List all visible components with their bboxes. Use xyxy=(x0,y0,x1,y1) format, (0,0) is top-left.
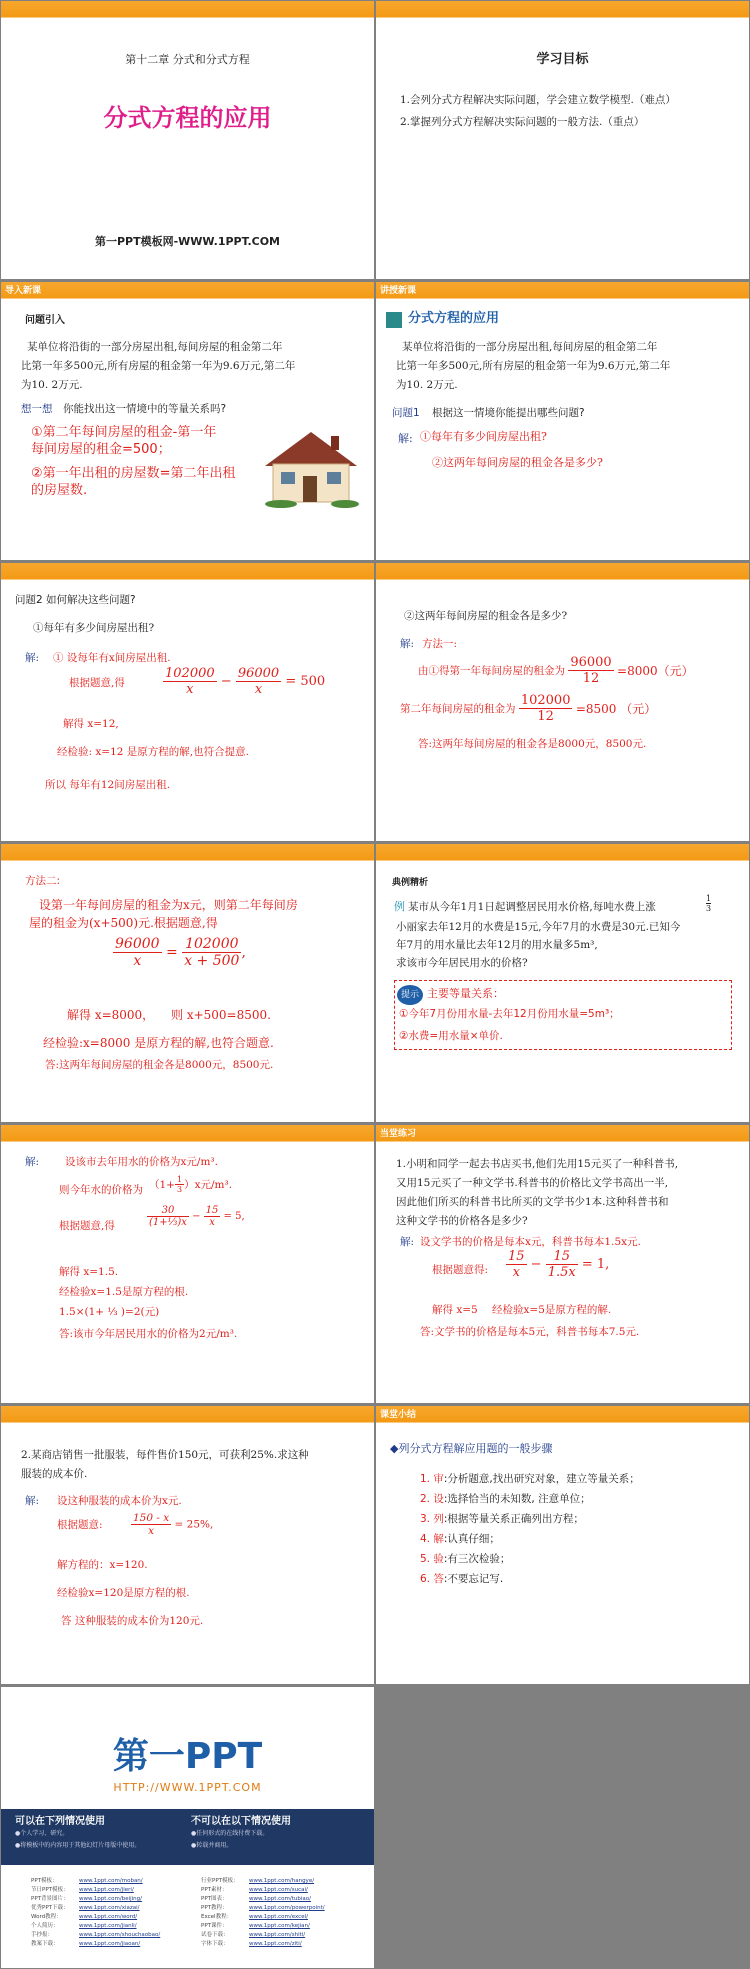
slide-intro xyxy=(1,282,374,560)
answer-2b: 的房屋数. xyxy=(31,483,88,498)
problem-line-4: 这种文学书的价格各是多少? xyxy=(396,1215,528,1227)
equation-rhs: = 25%, xyxy=(174,1518,214,1531)
line-check: 经检验x=120是原方程的根. xyxy=(57,1587,190,1599)
frac-num: 96000 xyxy=(570,655,612,670)
resource-link-row[interactable] xyxy=(31,1895,191,1904)
step-5 xyxy=(420,1550,510,1568)
slide-title xyxy=(1,1,374,279)
resource-link-row[interactable] xyxy=(201,1931,371,1940)
answer-2: ②第一年出租的房屋数=第二年出租 xyxy=(31,466,236,481)
link-url[interactable]: www.1ppt.com/beijing/ xyxy=(79,1896,143,1902)
frac-den: 12 xyxy=(537,709,554,724)
links-left xyxy=(31,1877,191,1949)
problem-line-2: 服装的成本价. xyxy=(21,1468,88,1480)
resource-link-row[interactable] xyxy=(31,1931,191,1940)
summary-heading: ◆列分式方程解应用题的一般步骤 xyxy=(390,1442,553,1455)
link-label: Word教程： xyxy=(31,1914,62,1920)
line-answer: 答 这种服装的成本价为120元. xyxy=(61,1615,204,1627)
links-right xyxy=(201,1877,371,1949)
method-2-label: 方法二: xyxy=(25,875,61,887)
problem-line-1: 某单位将沿街的一部分房屋出租,每间房屋的租金第二年 xyxy=(402,341,658,353)
line-answer: 答:该市今年居民用水的价格为2元/m³. xyxy=(59,1328,238,1340)
frac-num: 102000 xyxy=(182,936,241,953)
can-use-2: ●将模板中的内容用于其他幻灯片母版中使用。 xyxy=(15,1842,141,1849)
header-band xyxy=(1,563,374,579)
think-label: 想一想 xyxy=(21,403,53,415)
sub-question-1: ①每年有多少间房屋出租? xyxy=(420,430,547,443)
slide-summary xyxy=(376,1406,749,1684)
license-band xyxy=(1,1809,374,1865)
line-price: 则今年水的价格为 xyxy=(59,1184,143,1196)
link-url[interactable]: www.1ppt.com/ziti/ xyxy=(249,1941,302,1947)
frac-den: x xyxy=(254,682,263,697)
step-text: :根据等量关系正确列出方程； xyxy=(443,1513,584,1525)
link-label: 手抄报： xyxy=(31,1932,54,1938)
sub-question: ①每年有多少间房屋出租? xyxy=(33,622,155,634)
goal-1: 1.会列分式方程解决实际问题，学会建立数学模型.（难点） xyxy=(400,94,676,106)
line-according: 根据题意,得 xyxy=(69,677,125,689)
solution-label: 解: xyxy=(25,652,40,664)
step-text: :有三次检验； xyxy=(443,1553,511,1565)
frac-num: 102000 xyxy=(520,693,571,708)
lesson-heading: 分式方程的应用 xyxy=(408,311,500,326)
link-url[interactable]: www.1ppt.com/xiazai/ xyxy=(79,1905,140,1911)
resource-link-row[interactable] xyxy=(31,1877,191,1886)
step-text: :认真仔细； xyxy=(443,1533,500,1545)
header-band xyxy=(376,1406,749,1422)
line-set: 设这种服装的成本价为x元. xyxy=(57,1495,182,1507)
link-label: Excel教程： xyxy=(201,1914,233,1920)
solution-label: 解: xyxy=(25,1495,40,1507)
header-band xyxy=(1,1125,374,1141)
link-url[interactable]: www.1ppt.com/moban/ xyxy=(79,1878,143,1884)
resource-link-row[interactable] xyxy=(31,1913,191,1922)
line-answer: 所以 每年有12间房屋出租. xyxy=(45,779,171,791)
link-label: 优秀PPT下载： xyxy=(31,1905,69,1911)
question-text: 根据这一情境你能提出哪些问题? xyxy=(432,407,585,419)
equation-3: $\frac{30}{\text{(1+⅓)x}}$ − $\frac{15}{x}$ = 5, xyxy=(149,1205,245,1228)
line-answer: 答:这两年每间房屋的租金各是8000元，8500元. xyxy=(45,1059,274,1071)
answer-1b: 每间房屋的租金=500； xyxy=(31,442,171,457)
resource-link-row[interactable] xyxy=(31,1922,191,1931)
solution-label: 解: xyxy=(400,638,415,650)
can-use-title: 可以在下列情况使用 xyxy=(15,1816,105,1827)
line-set: 设该市去年用水的价格为x元/m³. xyxy=(65,1156,218,1168)
chapter-label: 第十二章 分式和分式方程 xyxy=(125,53,250,66)
example-line-2: 小丽家去年12月的水费是15元,今年7月的水费是30元.已知今 xyxy=(396,921,681,933)
problem-line-1: 2.某商店销售一批服装，每件售价150元，可获利25%.求这种 xyxy=(21,1449,309,1461)
section-tag: 导入新课 xyxy=(5,286,42,296)
resource-link-row[interactable] xyxy=(201,1922,371,1931)
line-check: 经检验x=5是原方程的解. xyxy=(492,1304,612,1316)
link-label: PPT教程： xyxy=(201,1905,228,1911)
header-band xyxy=(1,282,374,298)
line-set: 设文学书的价格是每本x元，科普书每本1.5x元. xyxy=(420,1236,641,1248)
step-1 xyxy=(420,1470,640,1488)
line-answer: 答:这两年每间房屋的租金各是8000元，8500元. xyxy=(418,738,647,750)
frac-num: 15 xyxy=(546,1249,578,1265)
line-according: 根据题意: xyxy=(57,1519,103,1531)
cannot-use-2: ●转载并商用。 xyxy=(191,1842,233,1849)
result: =8000（元） xyxy=(617,664,694,678)
slide-lesson xyxy=(376,282,749,560)
line-then: 则 x+500=8500. xyxy=(171,1008,271,1022)
example-line-1: 某市从今年1月1日起调整居民用水价格,每吨水费上涨 xyxy=(408,901,656,913)
brand-url: HTTP://WWW.1PPT.COM xyxy=(113,1781,262,1794)
resource-link-row[interactable] xyxy=(201,1886,371,1895)
link-url[interactable]: www.1ppt.com/excel/ xyxy=(249,1914,308,1920)
link-label: 字体下载： xyxy=(201,1941,229,1947)
goals-title: 学习目标 xyxy=(536,52,589,67)
problem-line-3: 为10. 2万元. xyxy=(396,379,458,391)
main-title: 分式方程的应用 xyxy=(103,104,272,132)
unit-text: x元/m³. xyxy=(194,1179,233,1191)
sub-question: ②这两年每间房屋的租金各是多少? xyxy=(404,610,568,622)
step-key: 1. 审 xyxy=(420,1473,444,1485)
step-key: 5. 验 xyxy=(420,1553,444,1565)
header-band xyxy=(1,844,374,860)
link-label: PPT背景图片： xyxy=(31,1896,69,1902)
section-square-icon xyxy=(386,312,402,328)
link-url[interactable]: www.1ppt.com/jieri/ xyxy=(79,1887,134,1893)
line-according: 根据题意得: xyxy=(432,1264,489,1276)
line-set: ① 设每年有x间房屋出租. xyxy=(53,652,171,664)
question-label: 问题1 xyxy=(392,407,420,419)
tip-badge: 提示 xyxy=(397,985,423,1005)
line-first-year xyxy=(418,655,694,686)
frac-num: 15 xyxy=(508,1249,525,1264)
link-url[interactable]: www.1ppt.com/word/ xyxy=(79,1914,138,1920)
cannot-use-1: ●任何形式的在线付费下载。 xyxy=(191,1830,269,1837)
line-text: 第二年每间房屋的租金为 xyxy=(400,703,516,715)
slide-goals xyxy=(376,1,749,279)
solution-label: 解: xyxy=(25,1156,40,1168)
equation-2: $\frac{96000}{x}$ = $\frac{102000}{x + 500}$ , xyxy=(115,936,246,969)
solution-label: 解: xyxy=(398,432,413,445)
resource-link-row[interactable] xyxy=(201,1895,371,1904)
header-band xyxy=(376,282,749,298)
line-solve: 解得 x=1.5. xyxy=(59,1266,119,1278)
frac-den: x xyxy=(512,1265,520,1280)
tip-line-1: ①今年7月份用水量-去年12月份用水量=5m³； xyxy=(399,1008,620,1020)
tip-line-2: ②水费=用水量×单价. xyxy=(399,1030,503,1042)
frac-num: 1 xyxy=(706,894,712,903)
link-url[interactable]: www.1ppt.com/hangye/ xyxy=(249,1878,315,1884)
line-check: 经检验:x=8000 是原方程的解,也符合题意. xyxy=(43,1036,274,1050)
link-url[interactable]: www.1ppt.com/jianli/ xyxy=(79,1923,137,1929)
step-4 xyxy=(420,1530,500,1548)
equation-4: $\frac{15}{x}$ − $\frac{15}{1.5x}$ = 1, xyxy=(508,1249,610,1280)
problem-line-2: 比第一年多500元,所有房屋的租金第一年为9.6万元,第二年 xyxy=(396,360,671,372)
frac-num: 96000 xyxy=(237,666,280,681)
link-label: 教案下载： xyxy=(31,1941,59,1947)
equation-1: $\frac{102000}{x}$ − $\frac{96000}{x}$ = 500 xyxy=(165,666,326,697)
frac-den: 1.5x xyxy=(547,1265,576,1280)
problem-line-3: 因此他们所买的科普书比所买的文学书少1本.这种科普书和 xyxy=(396,1196,669,1208)
example-label: 例 xyxy=(394,900,405,913)
slide-solve-1 xyxy=(1,563,374,841)
header-band xyxy=(376,844,749,860)
section-tag: 当堂练习 xyxy=(380,1129,417,1139)
problem-line-2: 比第一年多500元,所有房屋的租金第一年为9.6万元,第二年 xyxy=(21,360,296,372)
step-key: 2. 设 xyxy=(420,1493,444,1505)
header-band xyxy=(376,1125,749,1141)
price-expression: （1+ $\frac{1}{3}$ ）x元/m³. xyxy=(149,1175,233,1194)
header-band xyxy=(376,1,749,17)
problem-line-1: 某单位将沿街的一部分房屋出租,每间房屋的租金第二年 xyxy=(27,341,283,353)
link-label: 行业PPT模板： xyxy=(201,1878,239,1884)
link-label: PPT模板： xyxy=(31,1878,58,1884)
link-label: 试卷下载： xyxy=(201,1932,229,1938)
resource-link-row[interactable] xyxy=(31,1904,191,1913)
line-solve: 解方程的：x=120. xyxy=(57,1559,148,1571)
link-label: PPT素材： xyxy=(201,1887,228,1893)
house-illustration xyxy=(261,428,361,508)
frac-num: 150 - x xyxy=(133,1512,170,1524)
sub-question-2: ②这两年每间房屋的租金各是多少? xyxy=(432,456,603,469)
line-check: 经检验x=1.5是原方程的根. xyxy=(59,1286,189,1298)
tip-box xyxy=(394,980,732,1050)
link-url[interactable]: www.1ppt.com/tubiao/ xyxy=(249,1896,311,1902)
equation-rhs: = 500 xyxy=(285,674,326,689)
step-text: :不要忘记写. xyxy=(443,1573,504,1585)
section-tag: 课堂小结 xyxy=(380,1410,417,1420)
link-label: 个人简历： xyxy=(31,1923,59,1929)
problem-line-3: 为10. 2万元. xyxy=(21,379,83,391)
link-url[interactable]: www.1ppt.com/shiti/ xyxy=(249,1932,306,1938)
method-1-label: 方法一: xyxy=(422,638,458,650)
equation-5 xyxy=(131,1512,213,1537)
resource-link-row[interactable] xyxy=(201,1904,371,1913)
frac-num: 102000 xyxy=(165,666,215,681)
line-solve: 解得 x=8000， xyxy=(67,1008,155,1022)
slide-example-solution xyxy=(1,1125,374,1403)
step-key: 4. 解 xyxy=(420,1533,444,1545)
link-url[interactable]: www.1ppt.com/shouchaobao/ xyxy=(79,1932,161,1938)
header-band xyxy=(1,1,374,17)
problem-line-2: 又用15元买了一种文学书.科普书的价格比文学书高出一半, xyxy=(396,1177,669,1189)
slide-method-2 xyxy=(1,844,374,1122)
slide-example xyxy=(376,844,749,1122)
frac-den: x + 500 xyxy=(184,953,240,969)
frac-den: x xyxy=(133,953,142,969)
site-label: 第一PPT模板网-WWW.1PPT.COM xyxy=(94,235,281,248)
answer-1: ①第二年每间房屋的租金-第一年 xyxy=(31,425,217,440)
step-key: 3. 列 xyxy=(420,1513,444,1525)
tip-title: 主要等量关系： xyxy=(427,987,504,1000)
link-label: PPT图表： xyxy=(201,1896,228,1902)
frac-den: 12 xyxy=(582,671,600,686)
line-answer: 答:文学书的价格是每本5元，科普书每本7.5元. xyxy=(420,1326,640,1338)
section-tag: 讲授新课 xyxy=(380,286,417,296)
line-according: 根据题意,得 xyxy=(59,1220,115,1232)
header-band xyxy=(376,563,749,579)
frac-num: 96000 xyxy=(115,936,160,952)
line-second-year xyxy=(400,693,656,724)
solution-label: 解: xyxy=(400,1236,415,1248)
cannot-use-title: 不可以在以下情况使用 xyxy=(191,1816,291,1827)
slide-solve-2 xyxy=(376,563,749,841)
step-key: 6. 答 xyxy=(420,1573,444,1585)
question-2: 问题2 如何解决这些问题? xyxy=(15,594,136,606)
line-check: 经检验: x=12 是原方程的解,也符合提意. xyxy=(57,746,249,758)
step-2 xyxy=(420,1490,591,1508)
brand-logo: 第一PPT xyxy=(112,1736,263,1777)
can-use-1: ●个人学习、研究。 xyxy=(15,1830,69,1837)
slide-brand xyxy=(1,1687,374,1968)
line-compute: 1.5×(1+ ⅓ )=2(元) xyxy=(59,1306,160,1318)
line-text: 由①得第一年每间房屋的租金为 xyxy=(418,665,565,677)
step-text: :选择恰当的未知数, 注意单位； xyxy=(443,1493,591,1505)
slide-practice-2 xyxy=(1,1406,374,1684)
link-label: 节日PPT模板： xyxy=(31,1887,69,1893)
line-solve: 解得 x=5 xyxy=(432,1304,478,1316)
fraction-third xyxy=(706,894,711,913)
line-2: 屋的租金为(x+500)元.根据题意,得 xyxy=(29,916,218,930)
frac-den: x xyxy=(186,682,194,697)
step-text: :分析题意,找出研究对象，建立等量关系； xyxy=(443,1473,640,1485)
example-line-3: 年7月的用水量比去年12月的用水量多5m³, xyxy=(396,939,598,951)
equation-rhs: = 1, xyxy=(581,1257,610,1272)
line-1: 设第一年每间房屋的租金为x元，则第二年每间房 xyxy=(39,898,298,912)
result: =8500 （元） xyxy=(575,702,657,716)
resource-link-row[interactable] xyxy=(201,1877,371,1886)
example-tag: 典例精析 xyxy=(392,878,429,888)
step-3 xyxy=(420,1510,584,1528)
problem-line-1: 1.小明和同学一起去书店买书,他们先用15元买了一种科普书, xyxy=(396,1158,679,1170)
link-url[interactable]: www.1ppt.com/jiaoan/ xyxy=(79,1941,141,1947)
resource-link-row[interactable] xyxy=(31,1940,191,1949)
link-url[interactable]: www.1ppt.com/kejian/ xyxy=(249,1923,310,1929)
goal-2: 2.掌握列分式方程解决实际问题的一般方法.（重点） xyxy=(400,116,645,128)
resource-link-row[interactable] xyxy=(201,1940,371,1949)
link-url[interactable]: www.1ppt.com/powerpoint/ xyxy=(249,1905,325,1911)
header-band xyxy=(1,1406,374,1422)
sub-heading: 问题引入 xyxy=(25,315,65,326)
slide-practice-1 xyxy=(376,1125,749,1403)
line-solve: 解得 x=12, xyxy=(63,718,119,730)
link-label: PPT课件： xyxy=(201,1923,228,1929)
link-url[interactable]: www.1ppt.com/sucai/ xyxy=(249,1887,308,1893)
frac-den: x xyxy=(148,1525,155,1537)
think-question: 你能找出这一情境中的等量关系吗? xyxy=(63,403,227,415)
resource-link-row[interactable] xyxy=(201,1913,371,1922)
frac-den: 3 xyxy=(706,904,712,913)
resource-link-row[interactable] xyxy=(31,1886,191,1895)
step-6 xyxy=(420,1570,503,1588)
example-line-4: 求该市今年居民用水的价格? xyxy=(396,957,528,969)
